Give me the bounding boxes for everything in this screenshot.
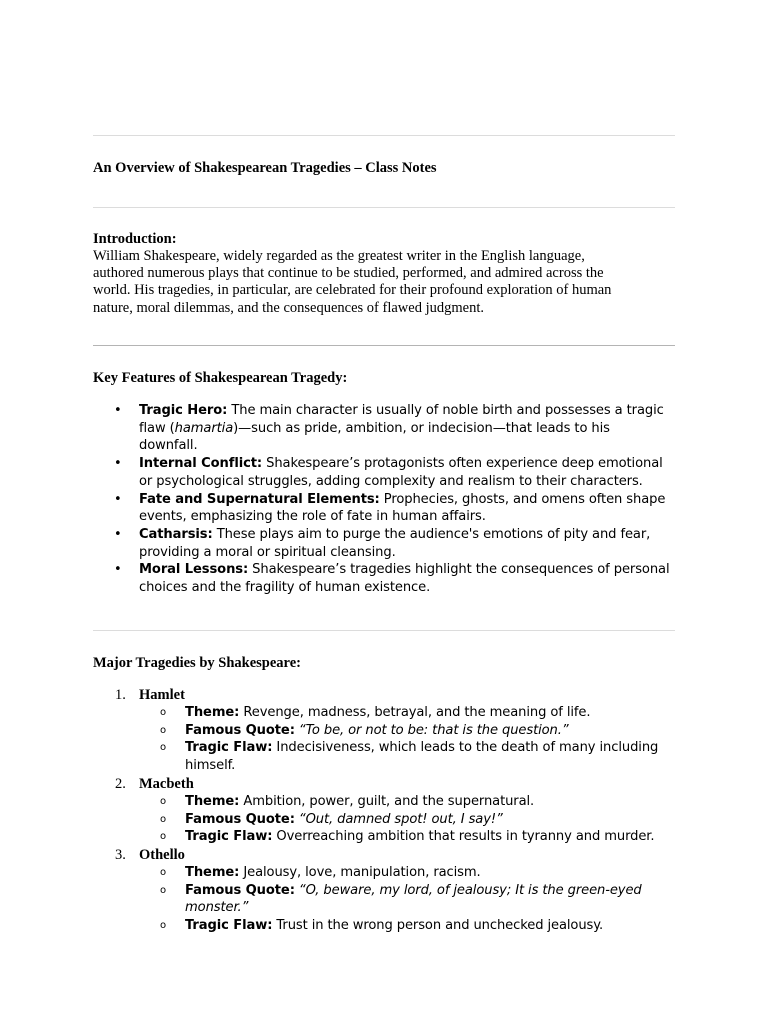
feature-text: flaw ( [139,420,175,436]
feature-text: )—such as pride, ambition, or indecision—that leads to his [233,420,610,436]
detail-text: himself. [185,758,236,774]
detail-label: Tragic Flaw: [185,740,273,756]
circle-bullet-icon: o [160,831,167,843]
feature-text: choices and the fragility of human existence. [139,580,431,596]
circle-bullet-icon: o [160,742,167,754]
list-item [93,561,683,596]
play-title: Macbeth [139,775,194,792]
detail-label: Theme: [185,793,240,809]
feature-text: Shakespeare’s protagonists often experience deep emotional [262,456,663,472]
feature-text: or psychological struggles, adding complexity and realism to their characters. [139,473,643,489]
feature-text-italic: hamartia [174,420,234,436]
detail-text: Ambition, power, guilt, and the supernatural. [239,793,535,809]
list-item [93,739,683,774]
list-item [93,491,683,526]
feature-term: Fate and Supernatural Elements: [139,491,380,507]
detail-text: Jealousy, love, manipulation, racism. [239,864,481,880]
bullet-icon: • [114,456,122,472]
introduction-section [93,231,683,317]
detail-label: Famous Quote: [185,811,295,827]
list-item [93,793,683,811]
detail-text: Indecisiveness, which leads to the death of many including [272,740,659,756]
bullet-icon: • [114,403,122,418]
detail-label: Tragic Flaw: [185,829,273,845]
list-item [93,402,683,455]
list-item [93,704,683,722]
introduction-line: nature, moral dilemmas, and the consequences of flawed judgment. [93,299,484,316]
divider [93,630,675,631]
feature-text: providing a moral or spiritual cleansing. [139,544,396,560]
play-item-othello [93,846,683,935]
divider [93,207,675,208]
page-title: An Overview of Shakespearean Tragedies – Class Notes [93,160,437,176]
list-number: 2. [115,775,126,792]
major-tragedies-heading: Major Tragedies by Shakespeare: [93,655,301,671]
introduction-label: Introduction: [93,231,177,247]
list-number: 3. [115,846,126,863]
list-item [93,917,683,935]
list-item [93,828,683,846]
feature-text: events, emphasizing the role of fate in human affairs. [139,509,486,525]
detail-label: Theme: [185,864,240,880]
list-item [93,811,683,829]
key-features-heading: Key Features of Shakespearean Tragedy: [93,370,348,386]
detail-text: Revenge, madness, betrayal, and the meaning of life. [239,705,591,720]
divider [93,135,675,136]
circle-bullet-icon: o [160,795,167,807]
bullet-icon: • [114,562,122,578]
famous-quote: “To be, or not to be: that is the question.” [294,722,569,738]
introduction-text [93,248,683,317]
famous-quote: “Out, damned spot! out, I say!” [294,811,503,827]
play-details [93,864,683,935]
famous-quote: “O, beware, my lord, of jealousy; It is the green-eyed [294,882,642,898]
feature-term: Catharsis: [139,526,213,542]
play-title: Hamlet [139,687,185,703]
circle-bullet-icon: o [160,920,167,932]
list-item [93,455,683,490]
feature-text: These plays aim to purge the audience's emotions of pity and fear, [212,526,651,542]
introduction-line: William Shakespeare, widely regarded as the greatest writer in the English language, [93,248,585,264]
major-tragedies-list [93,686,683,935]
detail-label: Tragic Flaw: [185,918,273,934]
circle-bullet-icon: o [160,707,167,718]
feature-term: Moral Lessons: [139,562,249,578]
bullet-icon: • [114,526,122,542]
play-title: Othello [139,846,185,863]
key-features-list [93,402,683,597]
feature-term: Tragic Hero: [139,403,228,418]
feature-text: downfall. [139,438,198,454]
list-item [93,526,683,561]
feature-text: Shakespeare’s tragedies highlight the consequences of personal [248,562,670,578]
list-item [93,864,683,882]
list-item [93,882,683,917]
introduction-line: authored numerous plays that continue to be studied, performed, and admired across the [93,265,604,282]
play-item-hamlet [93,686,683,775]
list-number: 1. [115,687,126,703]
play-details [93,793,683,846]
circle-bullet-icon: o [160,724,167,736]
play-item-macbeth [93,775,683,846]
list-item [93,722,683,740]
detail-label: Famous Quote: [185,882,295,898]
feature-text: The main character is usually of noble birth and possesses a tragic [227,403,664,418]
introduction-line: world. His tragedies, in particular, are celebrated for their profound exploration of human [93,282,612,299]
bullet-icon: • [114,491,122,507]
circle-bullet-icon: o [160,866,167,878]
circle-bullet-icon: o [160,813,167,825]
feature-term: Internal Conflict: [139,456,263,472]
detail-label: Famous Quote: [185,722,295,738]
detail-text: Overreaching ambition that results in tyranny and murder. [272,829,655,845]
detail-text: Trust in the wrong person and unchecked jealousy. [272,918,604,934]
play-details [93,704,683,775]
circle-bullet-icon: o [160,884,167,896]
famous-quote: monster.” [185,900,249,916]
divider [93,345,675,346]
feature-text: Prophecies, ghosts, and omens often shape [379,491,666,507]
detail-label: Theme: [185,705,240,720]
